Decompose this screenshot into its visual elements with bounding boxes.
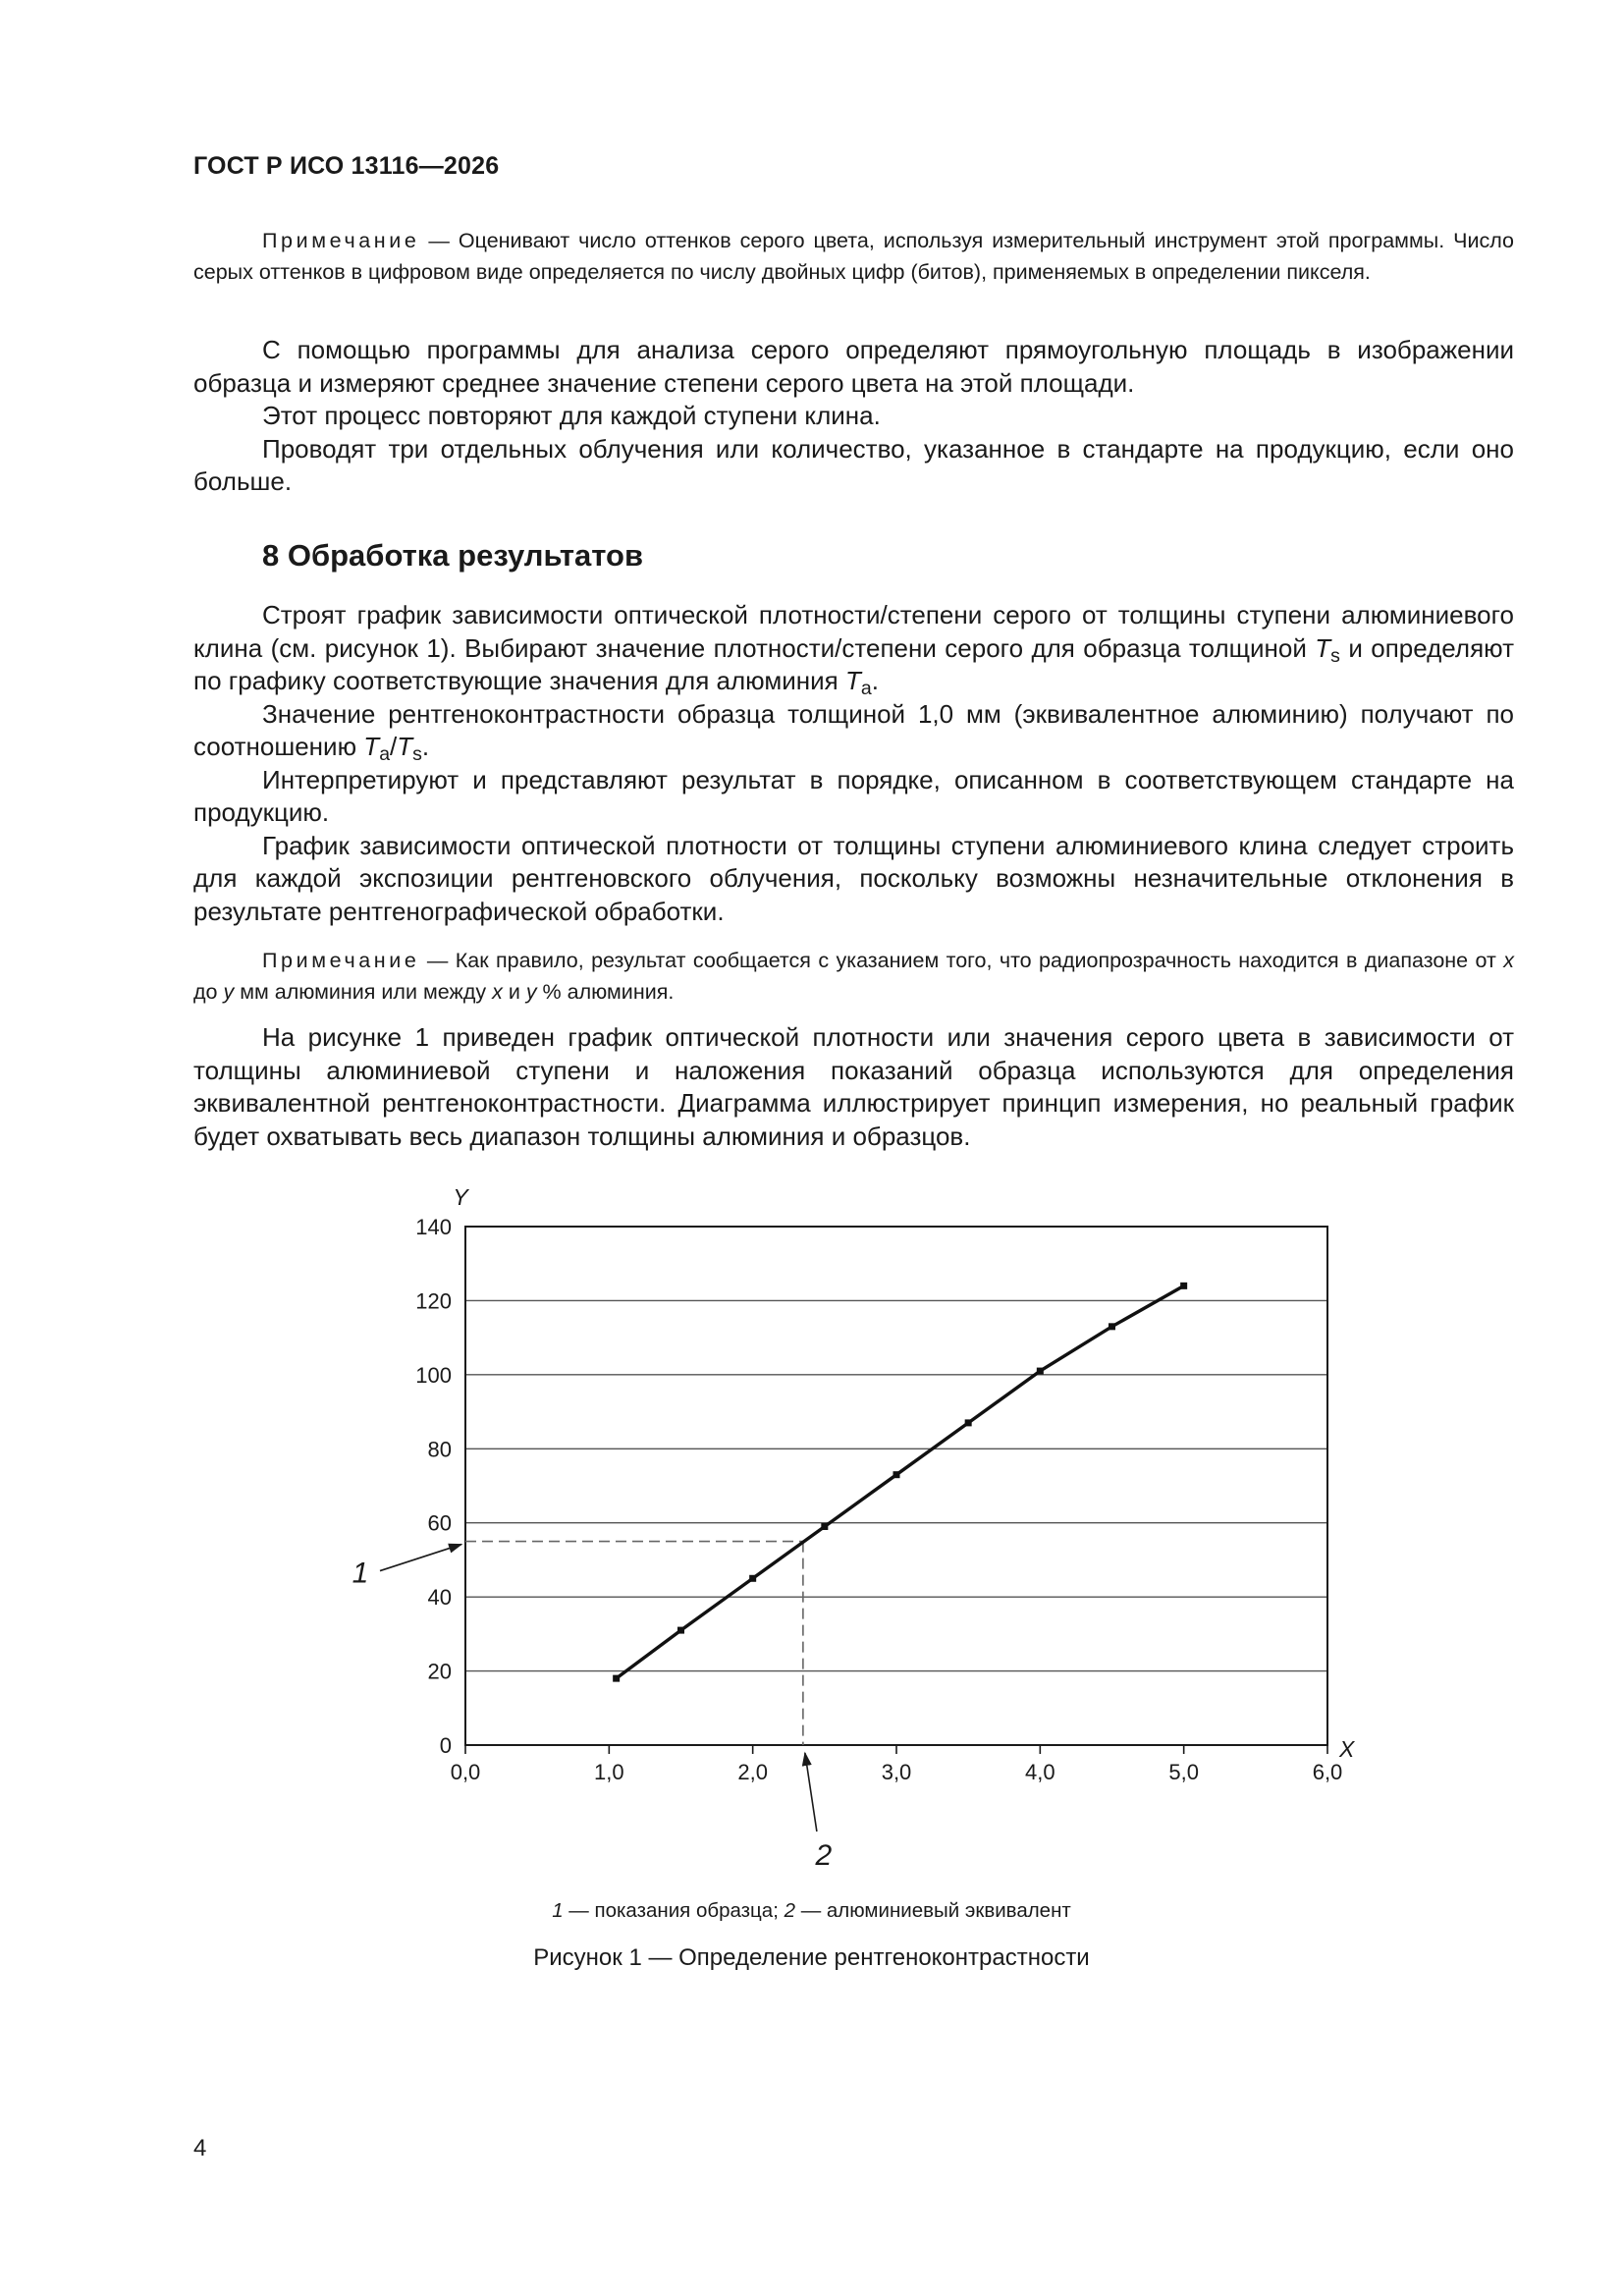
note-2-x2: x xyxy=(492,980,503,1004)
note-2-y1: y xyxy=(223,980,235,1004)
y-axis-label: Y xyxy=(453,1184,468,1210)
data-point xyxy=(1180,1283,1187,1289)
legend-text-1: — показания образца; xyxy=(563,1899,784,1922)
paragraph-2-text-c: . xyxy=(421,732,430,761)
x-tick-label: 6,0 xyxy=(1312,1760,1343,1784)
data-point xyxy=(677,1627,684,1634)
y-tick-label: 60 xyxy=(427,1510,452,1536)
ratio-ts: T xyxy=(397,732,413,761)
note-1 xyxy=(193,225,1514,288)
note-1-label: Примечание xyxy=(262,229,420,252)
note-2-text-a: — Как правило, результат сообщается с указанием того, что радиопрозрачность находится в диапазоне от xyxy=(419,949,1504,972)
note-2-x1: x xyxy=(1503,949,1514,972)
paragraph-3: Интерпретируют и представляют результат в порядке, описанном в соответствующем стандарте на продукцию. xyxy=(193,764,1514,827)
symbol-ts-sub: s xyxy=(1330,644,1340,667)
note-2 xyxy=(193,945,1514,1008)
annotation-arrow-2 xyxy=(805,1753,817,1831)
symbol-ts: T xyxy=(1315,632,1331,663)
data-point xyxy=(1109,1323,1115,1330)
paragraph-2-text-a: Значение рентгеноконтрастности образца толщиной 1,0 мм (эквивалентное алюминию) получают по соотношению xyxy=(193,698,1514,761)
data-point xyxy=(749,1575,756,1582)
note-2-y2: y xyxy=(525,980,537,1004)
note-2-text-e: % алюминия. xyxy=(536,980,675,1004)
annotation-arrow-1 xyxy=(380,1545,461,1571)
data-point xyxy=(613,1675,620,1682)
x-tick-label: 0,0 xyxy=(450,1760,481,1784)
x-tick-label: 3,0 xyxy=(881,1760,912,1784)
y-tick-label: 100 xyxy=(415,1362,452,1388)
figure-legend xyxy=(0,1899,1623,1923)
figure-caption: Рисунок 1 — Определение рентгеноконтрастности xyxy=(533,1944,1090,1971)
y-tick-label: 80 xyxy=(427,1437,452,1462)
page-number: 4 xyxy=(193,2135,207,2161)
ratio-ta: T xyxy=(363,732,380,761)
legend-key-1: 1 xyxy=(552,1899,564,1922)
x-tick-label: 2,0 xyxy=(737,1760,768,1784)
intro-paragraphs xyxy=(193,334,1514,499)
note-1-text: — Оценивают число оттенков серого цвета, используя измерительный инструмент этой программы. Число серых оттенков в цифровом виде определяется по числу двойных цифр (битов), применяемых в определении пикселя. xyxy=(193,229,1514,284)
note-2-text-c: мм алюминия или между xyxy=(234,980,493,1004)
legend-text-2: — алюминиевый эквивалент xyxy=(795,1899,1071,1922)
intro-paragraph-1: С помощью программы для анализа серого определяют прямоугольную площадь в изображении образца и измеряют среднее значение степени серого цвета на этой площади. xyxy=(193,335,1514,398)
symbol-ta: T xyxy=(844,666,861,695)
aluminium-equivalent-chart xyxy=(334,1169,1414,1886)
annotation-label-1: 1 xyxy=(352,1557,369,1590)
data-point xyxy=(965,1419,972,1426)
intro-paragraph-3: Проводят три отдельных облучения или количество, указанное в стандарте на продукцию, если оно больше. xyxy=(193,433,1514,496)
ratio-slash: / xyxy=(390,732,398,761)
paragraph-4: График зависимости оптической плотности от толщины ступени алюминиевого клина следует строить для каждой экспозиции рентгеновского облучения, поскольку возможны незначительные отклонения в результате рентгенографической обработки. xyxy=(193,830,1514,926)
ratio-ta-sub: a xyxy=(379,742,391,765)
y-tick-label: 40 xyxy=(427,1585,452,1611)
data-point xyxy=(1037,1368,1044,1375)
x-axis-label: X xyxy=(1339,1736,1355,1762)
y-tick-label: 0 xyxy=(439,1733,452,1758)
note-2-label: Примечание xyxy=(262,949,420,972)
y-tick-label: 120 xyxy=(415,1288,452,1314)
y-tick-label: 20 xyxy=(427,1659,452,1684)
annotation-label-2: 2 xyxy=(815,1839,833,1872)
note-2-text-d: и xyxy=(502,980,526,1004)
figure-intro xyxy=(193,1021,1514,1153)
plot-frame xyxy=(465,1227,1327,1745)
ratio-ts-sub: s xyxy=(412,742,422,765)
paragraph-1 xyxy=(193,599,1514,698)
section-body xyxy=(193,599,1514,928)
y-tick-label: 140 xyxy=(415,1215,452,1239)
document-header: ГОСТ Р ИСО 13116—2026 xyxy=(193,152,500,180)
paragraph-2 xyxy=(193,698,1514,764)
paragraph-5: На рисунке 1 приведен график оптической плотности или значения серого цвета в зависимости от толщины алюминиевой ступени и наложения показаний образца используются для определения эквивалентной рентгеноконтрастности. Диаграмма иллюстрирует принцип измерения, но реальный график будет охватывать весь диапазон толщины алюминия и образцов. xyxy=(193,1022,1514,1151)
note-2-text-b: до xyxy=(193,980,224,1004)
paragraph-1-text-a: Строят график зависимости оптической плотности/степени серого от толщины ступени алюминиевого клина (см. рисунок 1). Выбирают значение плотности/степени серого для образца толщиной xyxy=(193,600,1514,663)
x-tick-label: 4,0 xyxy=(1025,1760,1055,1784)
paragraph-1-text-b: и определяют по графику соответствующие значения для алюминия xyxy=(193,632,1514,695)
series-line xyxy=(617,1285,1184,1678)
symbol-ta-sub: a xyxy=(860,677,872,699)
paragraph-1-text-c: . xyxy=(871,666,879,695)
intro-paragraph-2: Этот процесс повторяют для каждой ступени клина. xyxy=(262,401,881,430)
data-point xyxy=(893,1471,900,1478)
section-heading: 8 Обработка результатов xyxy=(262,538,644,573)
x-tick-label: 5,0 xyxy=(1168,1760,1199,1784)
legend-key-2: 2 xyxy=(784,1899,795,1922)
x-tick-label: 1,0 xyxy=(594,1760,624,1784)
data-point xyxy=(821,1523,828,1530)
